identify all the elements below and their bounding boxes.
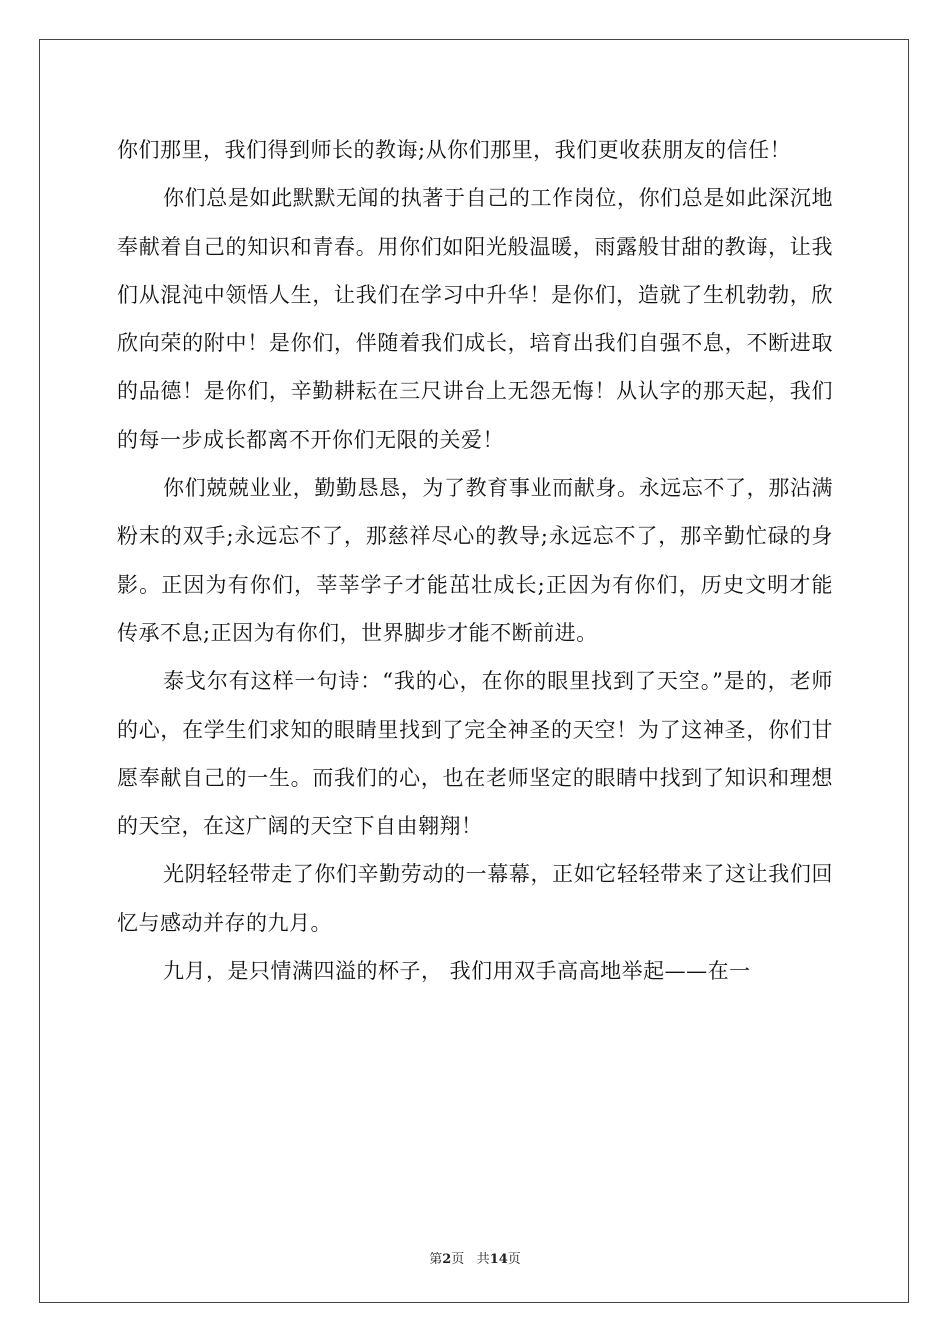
- total-prefix: 共: [476, 1252, 490, 1267]
- page-number: 2: [442, 1252, 452, 1267]
- page-suffix: 页: [451, 1252, 465, 1267]
- document-body: [117, 126, 833, 995]
- paragraph-3: 你们兢兢业业，勤勤恳恳，为了教育事业而献身。永远忘不了，那沾满粉末的双手;永远忘不了，那慈祥尽心的教导;永远忘不了，那辛勤忙碌的身影。正因为有你们，莘莘学子才能茁壮成长;正因为有你们，历史文明才能传承不息;正因为有你们，世界脚步才能不断前进。: [117, 476, 833, 645]
- paragraph-5: 光阴轻轻带走了你们辛勤劳动的一幕幕，正如它轻轻带来了这让我们回忆与感动并存的九月。: [117, 862, 833, 935]
- paragraph-6: 九月，是只情满四溢的杯子， 我们用双手高高地举起——在一: [163, 959, 751, 984]
- page-prefix: 第: [429, 1252, 443, 1267]
- page-footer: [0, 1248, 950, 1267]
- total-pages: 14: [489, 1252, 508, 1267]
- paragraph-4: 泰戈尔有这样一句诗：“我的心，在你的眼里找到了天空。”是的，老师的心，在学生们求知的眼睛里找到了完全神圣的天空！为了这神圣，你们甘愿奉献自己的一生。而我们的心，也在老师坚定的眼睛中找到了知识和理想的天空，在这广阔的天空下自由翱翔！: [117, 669, 833, 839]
- paragraph-2: 你们总是如此默默无闻的执著于自己的工作岗位，你们总是如此深沉地奉献着自己的知识和青春。用你们如阳光般温暖，雨露般甘甜的教诲，让我们从混沌中领悟人生，让我们在学习中升华！是你们，造就了生机勃勃，欣欣向荣的附中！是你们，伴随着我们成长，培育出我们自强不息，不断进取的品德！是你们，辛勤耕耘在三尺讲台上无怨无悔！从认字的那天起，我们的每一步成长都离不开你们无限的关爱！: [117, 186, 833, 452]
- total-suffix: 页: [507, 1252, 521, 1267]
- paragraph-1: 你们那里，我们得到师长的教诲;从你们那里，我们更收获朋友的信任！: [117, 138, 792, 162]
